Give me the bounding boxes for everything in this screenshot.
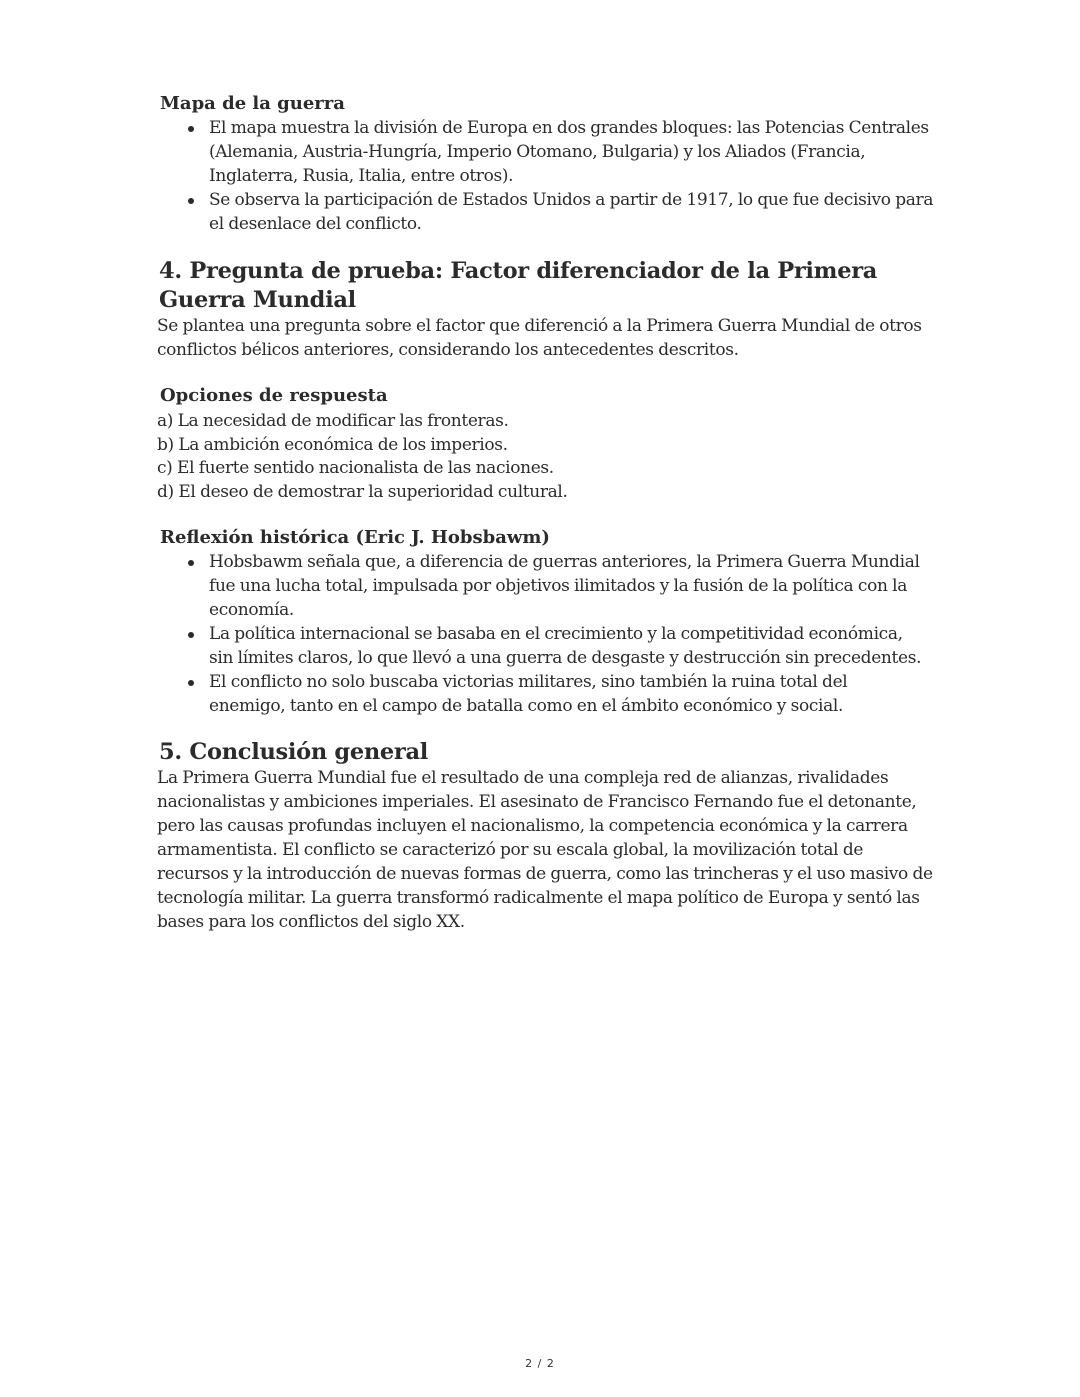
page-indicator: 2 / 2	[525, 1357, 555, 1370]
list-item	[209, 622, 927, 670]
list-item-text: La política internacional se basaba en el crecimiento y la competitividad económica, sin límites claros, lo que llevó a una guerra de desgaste y destrucción sin precedentes.	[209, 624, 922, 668]
answer-option-d: d) El deseo de demostrar la superioridad cultural.	[157, 481, 568, 502]
list-item-text: El mapa muestra la división de Europa en dos grandes bloques: las Potencias Centrales (Alemania, Austria-Hungría, Imperio Otomano, Bulgaria) y los Aliados (Francia, Inglaterra, Rusia, Italia, entre otros).	[209, 118, 929, 186]
answer-option-b: b) La ambición económica de los imperios.	[157, 434, 508, 455]
question-intro: Se plantea una pregunta sobre el factor que diferenció a la Primera Guerra Mundial de otros conflictos bélicos anteriores, considerando los antecedentes descritos.	[157, 316, 922, 360]
bullet-icon	[188, 632, 194, 638]
answer-options	[157, 410, 937, 504]
answer-option-c: c) El fuerte sentido nacionalista de las naciones.	[157, 458, 554, 478]
map-subheading: Mapa de la guerra	[160, 93, 345, 114]
list-item	[209, 188, 937, 236]
section-conclusion	[157, 738, 937, 934]
bullet-icon	[188, 680, 194, 686]
reflection-bullet-list	[157, 550, 937, 718]
reflection-subheading: Reflexión histórica (Eric J. Hobsbawm)	[160, 527, 550, 548]
document-page	[157, 92, 937, 934]
list-item-text: El conflicto no solo buscaba victorias militares, sino también la ruina total del enemigo, tanto en el campo de batalla como en el ámbito económico y social.	[209, 672, 848, 716]
section-heading-conclusion: 5. Conclusión general	[159, 739, 429, 765]
list-item-text: Se observa la participación de Estados Unidos a partir de 1917, lo que fue decisivo para el desenlace del conflicto.	[209, 190, 934, 234]
list-item	[209, 670, 927, 718]
bullet-icon	[188, 560, 194, 566]
section-question	[157, 257, 937, 718]
map-bullet-list	[157, 116, 937, 236]
bullet-icon	[188, 198, 194, 204]
answer-option-a: a) La necesidad de modificar las fronteras.	[157, 411, 509, 431]
conclusion-body: La Primera Guerra Mundial fue el resultado de una compleja red de alianzas, rivalidades nacionalistas y ambiciones imperiales. El asesinato de Francisco Fernando fue el detonante, pero las causas profundas incluyen el nacionalismo, la competencia económica y la carrera armamentista. El conflicto se caracterizó por su escala global, la movilización total de recursos y la introducción de nuevas formas de guerra, como las trincheras y el uso masivo de tecnología militar. La guerra transformó radicalmente el mapa político de Europa y sentó las bases para los conflictos del siglo XX.	[157, 768, 933, 932]
section-map	[157, 92, 937, 236]
list-item	[209, 116, 937, 188]
list-item	[209, 550, 927, 622]
list-item-text: Hobsbawm señala que, a diferencia de guerras anteriores, la Primera Guerra Mundial fue una lucha total, impulsada por objetivos ilimitados y la fusión de la política con la economía.	[209, 552, 920, 620]
options-subheading: Opciones de respuesta	[160, 385, 388, 406]
bullet-icon	[188, 126, 194, 132]
section-heading-question: 4. Pregunta de prueba: Factor diferenciador de la Primera Guerra Mundial	[159, 258, 878, 313]
